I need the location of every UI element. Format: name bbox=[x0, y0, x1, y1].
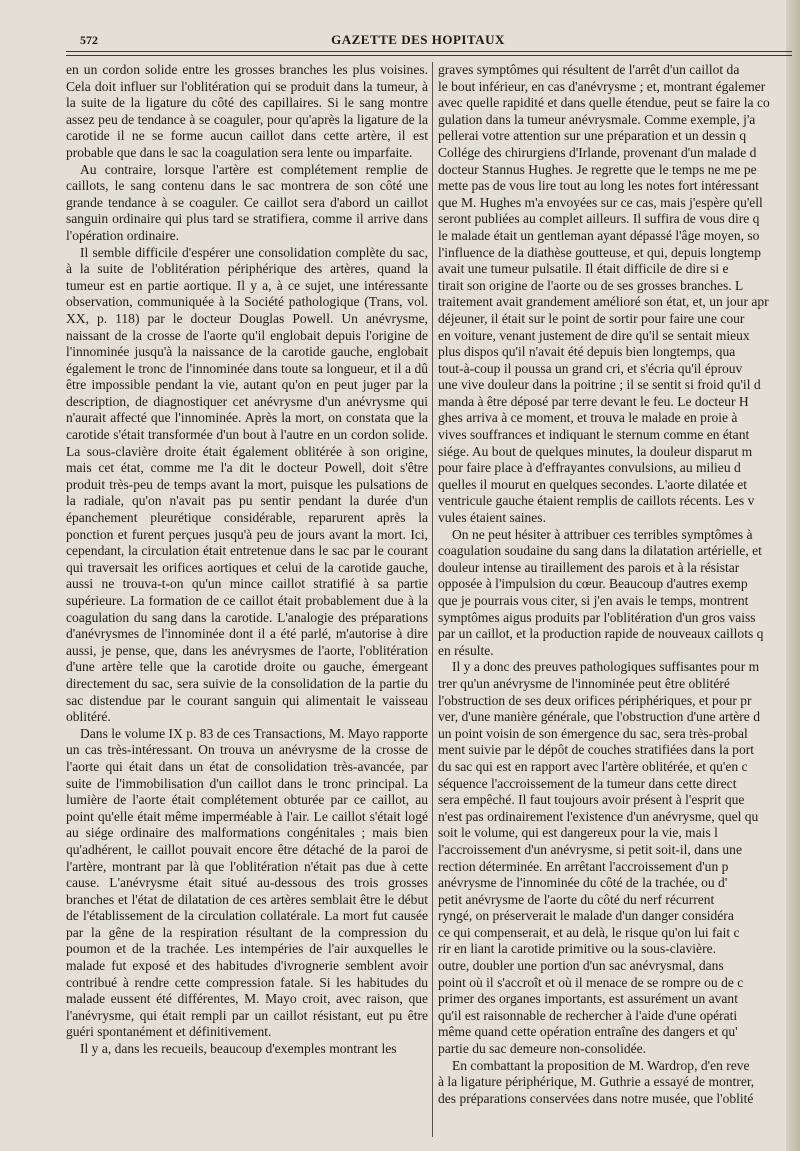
text-line: outre, doubler une portion d'un sac anévrysmal, dans bbox=[438, 958, 724, 974]
running-head: GAZETTE DES HOPITAUX bbox=[331, 32, 505, 47]
text-line: que M. Hughes m'a envoyées sur ce cas, mais j'espère qu'ell bbox=[438, 194, 763, 210]
text-line: docteur Stannus Hughes. Je regrette que le temps ne me pe bbox=[438, 161, 757, 177]
text-line: un point voisin de son émergence du sac, sera très-probal bbox=[438, 725, 748, 741]
text-line: pellerai votre attention sur une préparation et un dessin q bbox=[438, 128, 747, 144]
text-line: l'influence de la diathèse goutteuse, et qui, depuis longtemp bbox=[438, 244, 761, 260]
text-line: plus dispos qu'il n'avait été depuis bien longtemps, qua bbox=[438, 344, 736, 360]
column-divider bbox=[432, 62, 433, 1137]
text-line: vules étaient saines. bbox=[438, 510, 546, 526]
text-line: pour faire place à d'effrayantes convulsions, au milieu d bbox=[438, 460, 741, 476]
text-line: siége. Au bout de quelques minutes, la douleur disparut m bbox=[438, 443, 753, 459]
text-line: ment suivie par le dépôt de couches stratifiées dans la port bbox=[438, 742, 754, 758]
text-line: déjeuner, il était sur le point de sortir pour faire une cour bbox=[438, 310, 745, 326]
text-line: séquence l'accroissement de la tumeur dans cette direct bbox=[438, 775, 737, 791]
text-line: partie du sac demeure non-consolidée. bbox=[438, 1041, 647, 1057]
header-rule-thin bbox=[66, 55, 792, 56]
text-line: vives souffrances et indiquant le sternum comme en étant bbox=[438, 427, 750, 443]
text-line: à la ligature périphérique, M. Guthrie a essayé de montrer, bbox=[438, 1074, 755, 1090]
paragraph: Il semble difficile d'espérer une consolidation complète du sac, à la suite de l'oblitération périphérique des artères, quand la tumeur est en partie aortique. Il y a, à ce sujet, une intéressante observation, communiquée à la Société pathologique (Trans, vol. XX, p. 118) par le docteur Douglas Powell. Un anévrysme, naissant de la crosse de l'aorte qu'il englobait depuis l'origine de l'innominée jusqu'à la naissance de la carotide gauche, englobait également le tronc de l'innominée dans toute sa longueur, et il a dû être impossible pendant la vie, autant qu'on en peut juger par la description, de diagnostiquer cet anévrysme d'un anévrysme qui n'aurait affecté que l'innominée. Après la mort, on constata que la carotide s'était transformée d'un bout à l'autre en un cordon solide. La sous-clavière droite était également oblitérée à son origine, mais cet état, comme me l'a dit le docteur Powell, doit s'être produit très-peu de temps avant la mort, puisque les pulsations de la radiale, qu'on n'avait pas pu sentir pendant la durée d'un épanchement pleurétique considérable, reparurent après la ponction et furent perçues jusqu'à peu de jours avant la mort. Ici, cependant, la circulation était entretenue dans le sac par le courant qui traversait les orifices aortiques et celui de la carotide gauche, aussi ne trouva-t-on qu'un mince caillot stratifié à sa partie supérieure. La formation de ce caillot était probablement due à la coagulation du sang dans la carotide. L'analogie des préparations d'anévrysmes de l'innominée dont il a été parlé, m'autorise à dire aussi, je pense, que, dans les anévrysmes de l'aorte, l'oblitération d'une artère telle que la carotide droite ou gauche, émergeant directement du sac, sera suivie de la consolidation de la partie du sac distendue par le courant sanguin qui alimentait le vaisseau oblitéré. bbox=[66, 244, 428, 725]
header-rule bbox=[66, 51, 792, 52]
text-line: gulation dans la tumeur anévrysmale. Comme exemple, j'a bbox=[438, 111, 756, 127]
text-line: avait une tumeur pulsatile. Il était difficile de dire si e bbox=[438, 261, 729, 277]
paragraph: Au contraire, lorsque l'artère est complétement remplie de caillots, le sang contenu dans le sac montrera de son côté une grande tendance à se coaguler. Ce caillot sera d'abord un caillot sanguin ordinaire qui plus tard se stratifiera, comme il arrive dans l'opération ordinaire. bbox=[66, 161, 428, 243]
text-line: soit le volume, qui est dangereux pour la vie, mais l bbox=[438, 825, 718, 841]
text-line: ghes arriva à ce moment, et trouva le malade en proie à bbox=[438, 410, 738, 426]
text-line: ryngé, on préserverait le malade d'un danger considéra bbox=[438, 908, 734, 924]
text-line: Il y a donc des preuves pathologiques suffisantes pour m bbox=[452, 659, 760, 675]
text-line: ce qui compenserait, et au delà, le risque qu'on lui fait c bbox=[438, 924, 740, 940]
text-line: même quand cette opération entraîne des dangers et qu' bbox=[438, 1024, 738, 1040]
text-line: qu'il est raisonnable de rechercher à l'aide d'une opérati bbox=[438, 1007, 738, 1023]
text-line: rir en liant la carotide primitive ou la sous-clavière. bbox=[438, 941, 716, 957]
text-line: graves symptômes qui résultent de l'arrêt d'un caillot da bbox=[438, 62, 740, 77]
text-line: le malade était un gentleman ayant dépassé l'âge moyen, so bbox=[438, 227, 760, 243]
text-line: douleur intense au tiraillement des parois et à la résistar bbox=[438, 559, 740, 575]
page-header bbox=[58, 30, 792, 52]
text-line: manda à être déposé par terre devant le feu. Le docteur H bbox=[438, 393, 749, 409]
text-line: du sac qui est en rapport avec l'artère oblitérée, et qu'en c bbox=[438, 758, 748, 774]
right-column bbox=[438, 62, 790, 1137]
text-line: tirait son origine de l'aorte ou de ses grosses branches. L bbox=[438, 277, 744, 293]
paragraph: Il y a, dans les recueils, beaucoup d'exemples montrant les bbox=[80, 1041, 397, 1057]
text-line: tout-à-coup il poussa un grand cri, et s'écria qu'il éprouv bbox=[438, 360, 743, 376]
text-line: une vive douleur dans la poitrine ; il se sentit si froid qu'il d bbox=[438, 377, 761, 393]
text-line: point où il s'accroît et où il menace de se rompre ou de c bbox=[438, 974, 744, 990]
text-line: quelles il mourut en quelques secondes. L'aorte dilatée et bbox=[438, 476, 748, 492]
text-line: des préparations conservées dans notre musée, que l'oblité bbox=[438, 1090, 754, 1106]
text-line: Collége des chirurgiens d'Irlande, provenant d'un malade d bbox=[438, 144, 757, 160]
text-line: n'est pas ordinairement l'existence d'un anévrysme, quel qu bbox=[438, 808, 759, 824]
text-line: anévrysme de l'innominée du côté de la trachée, ou d' bbox=[438, 875, 728, 891]
text-line: en résulte. bbox=[438, 642, 494, 658]
text-line: seront publiées au complet ailleurs. Il suffira de vous dire q bbox=[438, 211, 760, 227]
text-line: opposée à l'impulsion du cœur. Beaucoup d'autres exemp bbox=[438, 576, 748, 592]
text-line: rection déterminée. En arrêtant l'accroissement d'un p bbox=[438, 858, 729, 874]
text-line: le bout inférieur, en cas d'anévrysme ; et, montrant égalemer bbox=[438, 78, 766, 94]
text-line: ver, d'une manière générale, que l'obstruction d'une artère d bbox=[438, 709, 760, 725]
page-number: 572 bbox=[80, 33, 98, 47]
text-line: que je pourrais vous citer, si j'en avais le temps, montrent bbox=[438, 593, 749, 608]
text-line: primer des organes importants, est assurément un avant bbox=[438, 991, 738, 1007]
text-line: trer qu'un anévrysme de l'innominée peut être oblitéré bbox=[438, 675, 730, 691]
text-line: l'accroissement d'un anévrysme, si petit soit-il, dans une bbox=[438, 841, 742, 857]
text-line: en voiture, venant justement de dire qu'il se sentait mieux bbox=[438, 327, 750, 343]
text-line: mette pas de vous lire tout au long les notes fort intéressant bbox=[438, 178, 759, 194]
text-line: ventricule gauche étaient remplis de caillots récents. Les v bbox=[438, 493, 755, 509]
text-line: On ne peut hésiter à attribuer ces terribles symptômes à bbox=[452, 526, 753, 542]
left-column bbox=[66, 62, 428, 1137]
text-line: coagulation soudaine du sang dans la dilatation artérielle, et bbox=[438, 543, 762, 559]
text-line: En combattant la proposition de M. Wardrop, d'en reve bbox=[452, 1057, 750, 1073]
text-line: petit anévrysme de l'aorte du côté du nerf récurrent bbox=[438, 891, 715, 907]
text-line: par un caillot, et la production rapide de nouveaux caillots q bbox=[438, 626, 764, 642]
text-line: symptômes aigus produits par l'oblitération d'un gros vaiss bbox=[438, 609, 756, 625]
text-line: traitement avait grandement amélioré son état, et, un jour apr bbox=[438, 294, 769, 310]
paragraph: en un cordon solide entre les grosses branches les plus voisines. Cela doit influer sur l'oblitération qui se produit dans la tumeur, à la suite de la ligature du côté des capillaires. Si le sang montre assez peu de tendance à se coaguler, pour qu'après la ligature de la carotide il ne se forme aucun caillot dans cette artère, il est probable que dans le sac la coagulation sera lente ou imparfaite. bbox=[66, 62, 428, 160]
text-line: l'obstruction de ses deux orifices périphériques, et pour pr bbox=[438, 692, 752, 708]
paragraph: Dans le volume IX p. 83 de ces Transactions, M. Mayo rapporte un cas très-intéressant. On trouva un anévrysme de la crosse de l'aorte qui était dans un état de consolidation très-avancée, par suite de l'immobilisation d'un caillot dans le tronc principal. La lumière de l'aorte était complétement obturée par ce caillot, au point qu'elle était même imperméable à l'air. Le caillot s'était logé au siége ordinaire des malformations congénitales ; mais bien qu'adhérent, le caillot pouvait encore être détaché de la paroi de l'artère, montrant par là que l'oblitération n'était pas due à cette cause. L'anévrysme était situé au-dessous des trois grosses branches et l'état de dilatation de ces artères semblait être le début de l'établissement de la circulation collatérale. La mort fut causée par la gêne de la respiration résultant de la compression du poumon et de la trachée. Les intempéries de l'air auxquelles le malade fut exposé et des habitudes d'ivrognerie semblent avoir contribué à rendre cette compression fatale. Si les habitudes du malade eussent été différentes, M. Mayo croit, avec raison, que l'anévrysme, qui était rempli par un caillot résistant, eut pu être guéri spontanément et définitivement. bbox=[66, 725, 428, 1040]
text-line: avec quelle rapidité et dans quelle étendue, peut se faire la co bbox=[438, 95, 770, 111]
text-line: sera empêché. Il faut toujours avoir présent à l'esprit que bbox=[438, 792, 745, 808]
